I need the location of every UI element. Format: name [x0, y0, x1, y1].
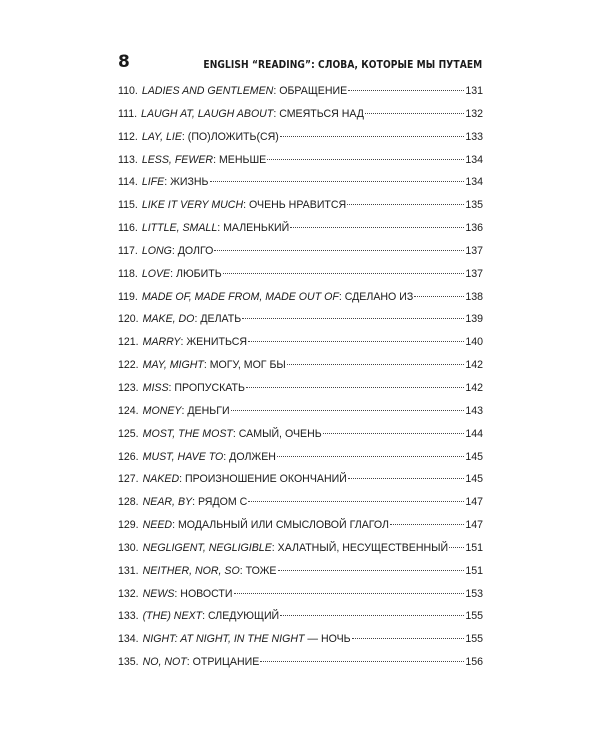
toc-entry-russian: : ЖИЗНЬ [164, 176, 209, 189]
toc-entry-russian: : МОДАЛЬНЫЙ ИЛИ СМЫСЛОВОЙ ГЛАГОЛ [172, 519, 389, 532]
table-of-contents [118, 80, 483, 674]
dot-leader [260, 661, 464, 662]
toc-entry-number: 126. [118, 450, 139, 463]
toc-entry-number: 117. [118, 244, 138, 257]
toc-entry-title [118, 80, 347, 103]
toc-entry [118, 126, 483, 149]
toc-entry-number: 127. [118, 473, 139, 486]
dot-leader [267, 159, 464, 160]
toc-entry-title [118, 400, 230, 423]
dot-leader [290, 227, 464, 228]
dot-leader [348, 90, 464, 91]
toc-entry-english: MARRY [142, 336, 181, 349]
toc-entry [118, 651, 483, 674]
page-header [118, 48, 482, 72]
dot-leader [280, 615, 464, 616]
toc-entry-english: LIKE IT VERY MUCH [141, 199, 244, 212]
toc-entry-number: 118. [118, 267, 138, 280]
toc-entry-number: 112. [118, 130, 138, 143]
toc-entry-russian: : ПРОПУСКАТЬ [168, 381, 245, 394]
toc-entry-english: LESS, FEWER [141, 153, 214, 166]
toc-entry-page: 137 [465, 244, 483, 257]
toc-entry-number: 121. [118, 336, 139, 349]
toc-entry-title [118, 468, 347, 491]
toc-entry-page: 131 [465, 85, 483, 97]
toc-entry [118, 583, 483, 606]
toc-entry-number: 120. [118, 313, 139, 326]
toc-entry-page: 145 [465, 473, 483, 486]
toc-entry-russian: : ПРОИЗНОШЕНИЕ ОКОНЧАНИЙ [179, 473, 347, 486]
toc-entry [118, 149, 483, 172]
toc-entry-title [118, 491, 247, 514]
toc-entry-title [118, 628, 351, 651]
toc-entry [118, 400, 483, 423]
dot-leader [248, 501, 464, 502]
toc-entry-russian: : СЛЕДУЮЩИЙ [202, 610, 280, 623]
dot-leader [390, 524, 464, 525]
toc-entry-english: NEWS [142, 587, 175, 600]
toc-entry [118, 560, 483, 583]
toc-entry-english: NEITHER, NOR, SO [142, 564, 240, 577]
toc-entry-english: LITTLE, SMALL [141, 222, 218, 235]
toc-entry-english: NO, NOT [142, 656, 187, 669]
toc-entry [118, 537, 483, 560]
toc-entry-number: 123. [118, 381, 139, 394]
toc-entry-page: 142 [465, 381, 483, 394]
dot-leader [287, 364, 464, 365]
toc-entry-russian: : ОТРИЦАНИЕ [186, 656, 260, 669]
toc-entry-title [118, 217, 289, 240]
toc-entry-number: 110. [118, 85, 138, 97]
toc-entry-number: 119. [118, 290, 138, 303]
dot-leader [242, 318, 464, 319]
toc-entry-russian: : СМЕЯТЬСЯ НАД [273, 107, 364, 120]
toc-entry-page: 136 [465, 222, 483, 235]
toc-entry-english: NIGHT: AT NIGHT, IN THE NIGHT [142, 633, 305, 646]
toc-entry-title [118, 308, 241, 331]
toc-entry-number: 134. [118, 633, 139, 646]
toc-entry-english: MOST, THE MOST [142, 427, 233, 440]
dot-leader [234, 593, 465, 594]
toc-entry [118, 446, 483, 469]
toc-entry-russian: : (ПО)ЛОЖИТЬ(СЯ) [181, 130, 279, 143]
toc-entry-english: MADE OF, MADE FROM, MADE OUT OF [141, 290, 339, 303]
toc-entry-russian: : ОЧЕНЬ НРАВИТСЯ [243, 199, 347, 212]
toc-entry-page: 156 [465, 656, 483, 669]
toc-entry-page: 143 [465, 404, 483, 417]
toc-entry-page: 134 [465, 153, 483, 166]
toc-entry-russian: — НОЧЬ [304, 633, 351, 646]
toc-entry-english: LADIES AND GENTLEMEN [141, 85, 274, 97]
toc-entry [118, 468, 483, 491]
toc-entry-title [118, 560, 277, 583]
toc-entry-number: 115. [118, 199, 138, 212]
toc-entry-russian: : ЛЮБИТЬ [170, 267, 222, 280]
toc-entry-title [118, 423, 322, 446]
toc-entry-russian: : МЕНЬШЕ [213, 153, 267, 166]
toc-entry [118, 331, 483, 354]
toc-entry-russian: : МОГУ, МОГ БЫ [203, 359, 286, 372]
toc-entry-title [118, 651, 259, 674]
dot-leader [280, 136, 464, 137]
toc-entry-russian: : ДЕНЬГИ [181, 404, 230, 417]
toc-entry-page: 133 [465, 130, 483, 143]
toc-entry-number: 122. [118, 359, 139, 372]
toc-entry [118, 240, 483, 263]
toc-entry [118, 194, 483, 217]
toc-entry-page: 144 [465, 427, 483, 440]
toc-entry-number: 133. [118, 610, 139, 623]
toc-entry-page: 151 [465, 564, 483, 577]
toc-entry-number: 116. [118, 222, 138, 235]
toc-entry-english: LONG [141, 244, 172, 257]
toc-entry-english: MAKE, DO [142, 313, 195, 326]
dot-leader [352, 638, 465, 639]
toc-entry [118, 605, 483, 628]
toc-entry-page: 134 [465, 176, 483, 189]
toc-entry-english: LIFE [141, 176, 165, 189]
toc-entry-english: NEED [142, 519, 173, 532]
toc-entry-page: 138 [465, 290, 483, 303]
toc-entry-title [118, 286, 413, 309]
toc-entry-english: MAY, MIGHT [142, 359, 204, 372]
toc-entry-number: 135. [118, 656, 139, 669]
toc-entry-russian: : РЯДОМ С [192, 496, 248, 509]
toc-entry-english: LAY, LIE [141, 130, 182, 143]
toc-entry-title [118, 446, 276, 469]
toc-entry-title [118, 331, 247, 354]
toc-entry-number: 113. [118, 153, 138, 166]
toc-entry-russian: : ХАЛАТНЫЙ, НЕСУЩЕСТВЕННЫЙ [271, 541, 449, 554]
dot-leader [214, 250, 464, 251]
dot-leader [278, 570, 465, 571]
dot-leader [347, 204, 464, 205]
toc-entry [118, 491, 483, 514]
toc-entry-title [118, 354, 286, 377]
toc-entry [118, 103, 483, 126]
toc-entry [118, 171, 483, 194]
dot-leader [210, 181, 465, 182]
toc-entry-russian: : ДОЛЖЕН [223, 450, 276, 463]
dot-leader [248, 341, 464, 342]
toc-entry-page: 147 [465, 496, 483, 509]
toc-entry-russian: : НОВОСТИ [174, 587, 233, 600]
toc-entry-page: 151 [465, 541, 483, 554]
toc-entry-english: NEGLIGENT, NEGLIGIBLE [142, 541, 272, 554]
toc-entry-title [118, 263, 222, 286]
toc-entry [118, 423, 483, 446]
toc-entry-english: LAUGH AT, LAUGH ABOUT [141, 107, 274, 120]
toc-entry [118, 263, 483, 286]
toc-entry-page: 145 [465, 450, 483, 463]
toc-entry [118, 377, 483, 400]
toc-entry-english: MONEY [142, 404, 182, 417]
toc-entry-page: 155 [465, 633, 483, 646]
dot-leader [323, 433, 465, 434]
toc-entry-english: (THE) NEXT [142, 610, 203, 623]
toc-entry-russian: : ДЕЛАТЬ [194, 313, 242, 326]
toc-entry [118, 286, 483, 309]
toc-entry [118, 80, 483, 103]
toc-entry-english: NEAR, BY [142, 496, 193, 509]
toc-entry-page: 132 [465, 107, 483, 120]
dot-leader [414, 296, 464, 297]
toc-entry-russian: : МАЛЕНЬКИЙ [217, 222, 290, 235]
toc-entry-number: 125. [118, 427, 139, 440]
toc-entry-title [118, 126, 279, 149]
running-title: ENGLISH “READING”: СЛОВА, КОТОРЫЕ МЫ ПУТАЕМ [203, 59, 482, 71]
toc-entry [118, 217, 483, 240]
toc-entry [118, 628, 483, 651]
toc-entry-number: 131. [118, 564, 139, 577]
dot-leader [223, 273, 465, 274]
toc-entry-number: 114. [118, 176, 138, 189]
toc-entry-page: 139 [465, 313, 483, 326]
toc-entry-title [118, 514, 389, 537]
toc-entry-russian: : ЖЕНИТЬСЯ [180, 336, 247, 349]
toc-entry [118, 354, 483, 377]
toc-entry [118, 514, 483, 537]
toc-entry-english: MISS [142, 381, 169, 394]
toc-entry-title [118, 537, 448, 560]
toc-entry-english: NAKED [142, 473, 180, 486]
toc-entry-title [118, 194, 346, 217]
toc-entry-title [118, 240, 213, 263]
toc-entry-number: 128. [118, 496, 139, 509]
toc-entry-number: 130. [118, 541, 139, 554]
toc-entry-number: 124. [118, 404, 139, 417]
dot-leader [365, 113, 464, 114]
toc-entry-russian: : ДОЛГО [171, 244, 214, 257]
toc-entry-page: 135 [465, 199, 483, 212]
toc-entry-page: 137 [465, 267, 483, 280]
dot-leader [231, 410, 465, 411]
toc-entry-russian: : ТОЖЕ [239, 564, 277, 577]
toc-entry-page: 147 [465, 519, 483, 532]
dot-leader [246, 387, 464, 388]
toc-entry-russian: : СДЕЛАНО ИЗ [338, 290, 414, 303]
toc-entry-english: LOVE [141, 267, 171, 280]
toc-entry-page: 155 [465, 610, 483, 623]
toc-entry-page: 140 [465, 336, 483, 349]
toc-entry-number: 129. [118, 519, 139, 532]
toc-entry-english: MUST, HAVE TO [142, 450, 224, 463]
toc-entry-title [118, 605, 279, 628]
toc-entry-page: 153 [465, 587, 483, 600]
toc-entry [118, 308, 483, 331]
toc-entry-title [118, 583, 233, 606]
toc-entry-title [118, 377, 245, 400]
page-number: 8 [118, 52, 130, 72]
toc-entry-russian: : САМЫЙ, ОЧЕНЬ [232, 427, 322, 440]
toc-entry-title [118, 149, 266, 172]
toc-entry-number: 111. [118, 107, 138, 120]
toc-entry-title [118, 103, 364, 126]
toc-entry-page: 142 [465, 359, 483, 372]
dot-leader [449, 547, 464, 548]
dot-leader [348, 478, 464, 479]
toc-entry-number: 132. [118, 587, 139, 600]
toc-entry-russian: : ОБРАЩЕНИЕ [273, 85, 348, 97]
dot-leader [277, 456, 464, 457]
toc-entry-title [118, 171, 209, 194]
